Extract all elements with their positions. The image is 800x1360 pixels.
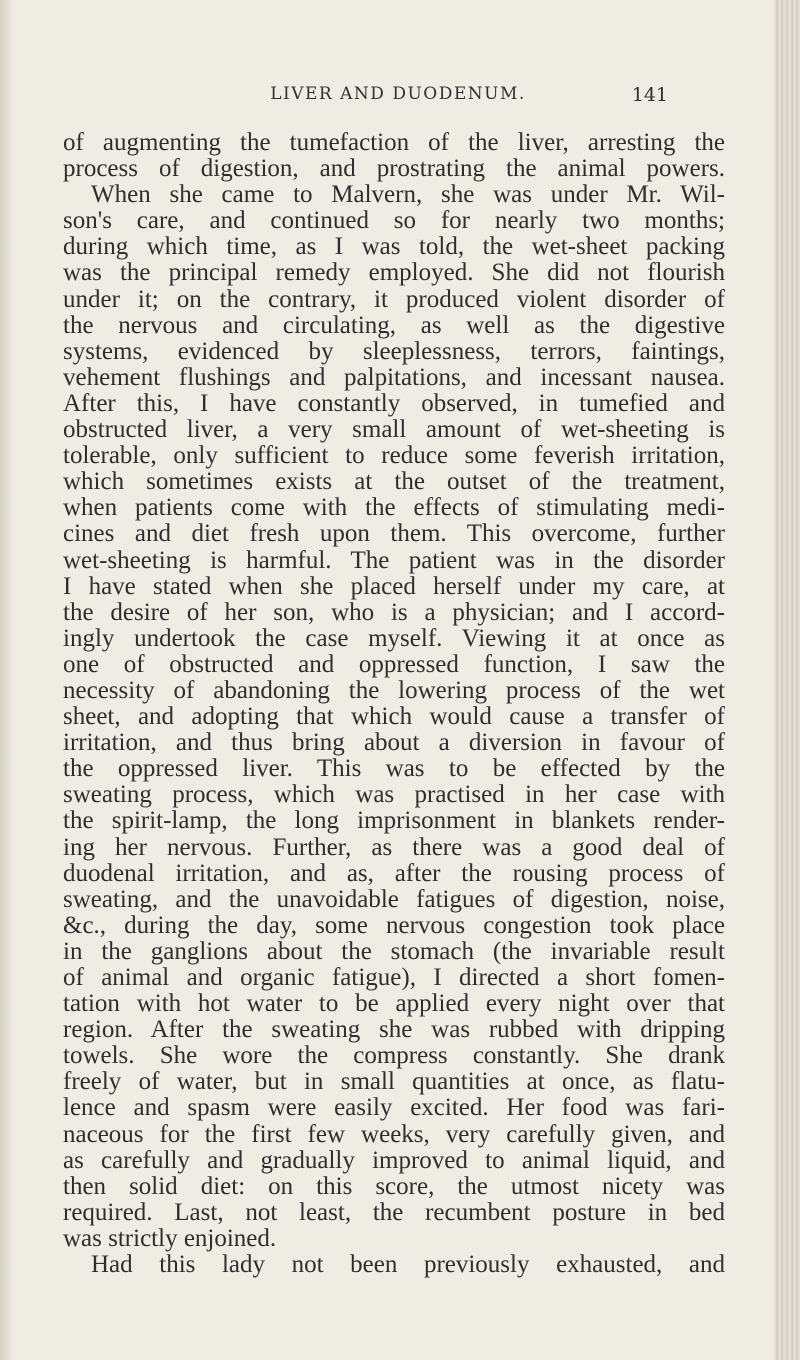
- text-line: sweating process, which was practised in her case with: [63, 781, 725, 809]
- body-text: [63, 130, 725, 1278]
- text-line: tolerable, only sufficient to reduce some feverish irritation,: [63, 442, 725, 470]
- text-line: one of obstructed and oppressed function, I saw the: [63, 650, 725, 678]
- text-line: ingly undertook the case myself. Viewing it at once as: [63, 624, 725, 652]
- text-line: which sometimes exists at the outset of the treatment,: [63, 468, 725, 496]
- text-line: of animal and organic fatigue), I directed a short fomen-: [63, 964, 725, 991]
- text-line: in the ganglions about the stomach (the invariable result: [63, 937, 725, 965]
- text-line: After this, I have constantly observed, in tumefied and: [63, 389, 725, 417]
- text-line: necessity of abandoning the lowering process of the wet: [63, 676, 725, 704]
- text-line: irritation, and thus bring about a diversion in favour of: [63, 729, 725, 757]
- text-line: lence and spasm were easily excited. Her food was fari-: [63, 1094, 725, 1122]
- text-line: the spirit-lamp, the long imprisonment in blankets render-: [63, 807, 725, 835]
- text-line: cines and diet fresh upon them. This overcome, further: [63, 520, 725, 548]
- text-line: sheet, and adopting that which would cause a transfer of: [63, 703, 725, 731]
- text-line: the desire of her son, who is a physician; and I accord-: [63, 598, 725, 626]
- text-line: of augmenting the tumefaction of the liver, arresting the: [63, 129, 725, 156]
- text-line: region. After the sweating she was rubbed with dripping: [63, 1016, 725, 1044]
- text-line: the nervous and circulating, as well as the digestive: [63, 311, 725, 339]
- text-line: tation with hot water to be applied every night over that: [63, 990, 725, 1018]
- text-line: son's care, and continued so for nearly two months;: [63, 207, 725, 235]
- text-line: naceous for the first few weeks, very carefully given, and: [63, 1120, 725, 1148]
- text-line: vehement flushings and palpitations, and incessant nausea.: [63, 363, 725, 391]
- page-number: 141: [631, 84, 668, 106]
- text-line: process of digestion, and prostrating the animal powers.: [63, 155, 725, 183]
- text-line: during which time, as I was told, the wet-sheet packing: [63, 233, 725, 261]
- text-line: was the principal remedy employed. She did not flourish: [63, 259, 725, 287]
- text-line: wet-sheeting is harmful. The patient was in the disorder: [63, 546, 725, 574]
- text-line: When she came to Malvern, she was under Mr. Wil-: [91, 181, 725, 209]
- text-line: systems, evidenced by sleeplessness, terrors, faintings,: [63, 337, 725, 365]
- text-line: freely of water, but in small quantities at once, as flatu-: [63, 1068, 725, 1096]
- text-line: &c., during the day, some nervous congestion took place: [63, 911, 725, 939]
- text-line: ing her nervous. Further, as there was a good deal of: [63, 833, 725, 861]
- running-head: [128, 84, 668, 112]
- text-line: then solid diet: on this score, the utmost nicety was: [63, 1172, 725, 1200]
- text-line: Had this lady not been previously exhausted, and: [91, 1251, 725, 1279]
- text-line: when patients come with the effects of stimulating medi-: [63, 494, 725, 522]
- text-line: was strictly enjoined.: [63, 1224, 277, 1252]
- text-line: required. Last, not least, the recumbent posture in bed: [63, 1198, 725, 1226]
- text-line: as carefully and gradually improved to animal liquid, and: [63, 1146, 725, 1174]
- text-line: towels. She wore the compress constantly. She drank: [63, 1042, 725, 1070]
- text-line: sweating, and the unavoidable fatigues of digestion, noise,: [63, 885, 725, 913]
- text-line: the oppressed liver. This was to be effected by the: [63, 755, 725, 783]
- text-line: I have stated when she placed herself under my care, at: [63, 572, 725, 600]
- text-line: obstructed liver, a very small amount of wet-sheeting is: [63, 416, 725, 444]
- header-title: LIVER AND DUODENUM.: [270, 84, 526, 104]
- text-line: duodenal irritation, and as, after the rousing process of: [63, 859, 725, 887]
- text-line: under it; on the contrary, it produced violent disorder of: [63, 285, 725, 313]
